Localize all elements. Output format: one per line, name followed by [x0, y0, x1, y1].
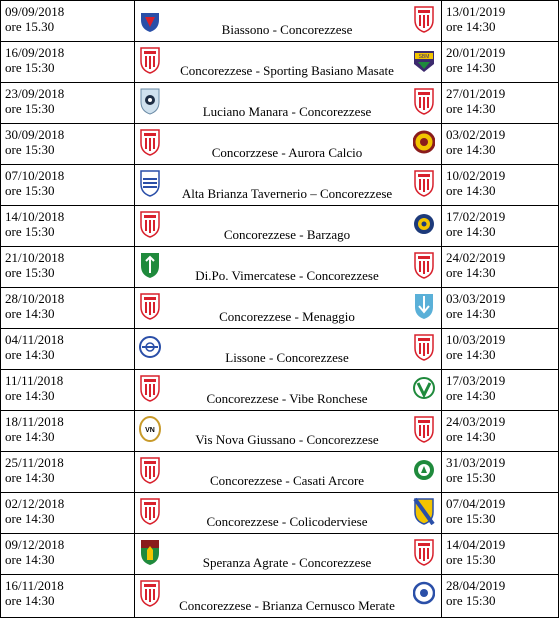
second-leg-date: 20/01/2019 [446, 45, 506, 60]
fixture-row [1, 206, 559, 247]
match-label: Biassono - Concorezzese [221, 22, 353, 37]
barzago-crest-icon [413, 210, 435, 238]
second-leg-cell [442, 534, 559, 575]
concorezzese-crest-icon [139, 210, 161, 238]
svg-text:VN: VN [145, 427, 155, 434]
match-label: Concorezzese - Casati Arcore [209, 473, 365, 488]
fixture-row [1, 83, 559, 124]
first-leg-cell [1, 165, 135, 206]
concorezzese-crest-icon [139, 497, 161, 525]
first-leg-date: 04/11/2018 [5, 332, 64, 347]
match-cell [135, 42, 442, 83]
match-cell [135, 370, 442, 411]
second-leg-time: ore 15:30 [446, 511, 496, 526]
first-leg-cell [1, 1, 135, 42]
match-label: Concorezzese - Colicoderviese [206, 514, 368, 529]
match-cell [135, 165, 442, 206]
second-leg-date: 17/03/2019 [446, 373, 506, 388]
match-cell [135, 247, 442, 288]
match-cell [135, 493, 442, 534]
fixture-row [1, 42, 559, 83]
first-leg-time: ore 15:30 [5, 183, 55, 198]
second-leg-time: ore 14:30 [446, 224, 496, 239]
second-leg-date: 07/04/2019 [446, 496, 506, 511]
fixture-row [1, 1, 559, 42]
fixture-row [1, 493, 559, 534]
concorezzese-crest-icon [139, 374, 161, 402]
match-cell [135, 329, 442, 370]
first-leg-date: 23/09/2018 [5, 86, 65, 101]
second-leg-date: 13/01/2019 [446, 4, 506, 19]
second-leg-date: 10/02/2019 [446, 168, 506, 183]
brianza-cernusco-merate-crest-icon [413, 579, 435, 607]
second-leg-time: ore 14:30 [446, 306, 496, 321]
first-leg-cell [1, 452, 135, 493]
alta-brianza-crest-icon [139, 169, 161, 197]
fixture-row [1, 452, 559, 493]
concorezzese-crest-icon [413, 5, 435, 33]
fixture-row [1, 575, 559, 618]
match-label: Concorezzese - Sporting Basiano Masate [180, 63, 394, 78]
fixture-row [1, 165, 559, 206]
match-cell [135, 575, 442, 618]
first-leg-date: 28/10/2018 [5, 291, 65, 306]
first-leg-date: 02/12/2018 [5, 496, 65, 511]
first-leg-date: 07/10/2018 [5, 168, 65, 183]
second-leg-cell [442, 124, 559, 165]
second-leg-date: 27/01/2019 [446, 86, 506, 101]
match-cell [135, 83, 442, 124]
second-leg-cell [442, 288, 559, 329]
second-leg-date: 10/03/2019 [446, 332, 506, 347]
match-label: Lissone - Concorezzese [225, 350, 349, 365]
match-cell [135, 452, 442, 493]
second-leg-cell [442, 206, 559, 247]
aurora-calcio-crest-icon [413, 128, 435, 156]
second-leg-cell [442, 1, 559, 42]
match-label: Concorezzese - Brianza Cernusco Merate [179, 598, 395, 613]
first-leg-date: 30/09/2018 [5, 127, 65, 142]
first-leg-cell [1, 575, 135, 618]
concorezzese-crest-icon [139, 456, 161, 484]
lissone-crest-icon [139, 333, 161, 361]
concorezzese-crest-icon [139, 579, 161, 607]
casati-arcore-crest-icon [413, 456, 435, 484]
first-leg-time: ore 15:30 [5, 142, 55, 157]
first-leg-cell [1, 493, 135, 534]
second-leg-date: 24/02/2019 [446, 250, 506, 265]
menaggio-crest-icon [413, 292, 435, 320]
first-leg-date: 14/10/2018 [5, 209, 65, 224]
fixture-row [1, 288, 559, 329]
first-leg-date: 16/09/2018 [5, 45, 65, 60]
second-leg-cell [442, 247, 559, 288]
biassono-crest-icon [139, 5, 161, 33]
second-leg-time: ore 14:30 [446, 19, 496, 34]
sporting-basiano-masate-crest-icon [413, 46, 435, 74]
match-label: Luciano Manara - Concorezzese [202, 104, 372, 119]
first-leg-date: 18/11/2018 [5, 414, 64, 429]
fixtures-body [1, 1, 559, 618]
match-cell [135, 206, 442, 247]
first-leg-cell [1, 411, 135, 452]
luciano-manara-crest-icon [139, 87, 161, 115]
first-leg-cell [1, 247, 135, 288]
concorezzese-crest-icon [139, 292, 161, 320]
fixture-row [1, 370, 559, 411]
second-leg-time: ore 14:30 [446, 60, 496, 75]
match-cell [135, 411, 442, 452]
second-leg-cell [442, 493, 559, 534]
second-leg-time: ore 14:30 [446, 429, 496, 444]
second-leg-time: ore 15:30 [446, 470, 496, 485]
first-leg-time: ore 14:30 [5, 388, 55, 403]
match-cell [135, 124, 442, 165]
second-leg-cell [442, 452, 559, 493]
fixture-row [1, 534, 559, 575]
second-leg-date: 03/03/2019 [446, 291, 506, 306]
first-leg-time: ore 15:30 [5, 60, 55, 75]
first-leg-time: ore 14:30 [5, 429, 55, 444]
second-leg-date: 17/02/2019 [446, 209, 506, 224]
second-leg-cell [442, 42, 559, 83]
second-leg-cell [442, 411, 559, 452]
match-label: Concorzzese - Aurora Calcio [211, 145, 363, 160]
first-leg-date: 09/12/2018 [5, 537, 65, 552]
match-label: Concorezzese - Menaggio [219, 309, 355, 324]
match-label: Vis Nova Giussano - Concorezzese [195, 432, 379, 447]
match-cell [135, 534, 442, 575]
first-leg-time: ore 15:30 [5, 224, 55, 239]
first-leg-cell [1, 370, 135, 411]
second-leg-time: ore 14:30 [446, 265, 496, 280]
match-label: Concorezzese - Barzago [223, 227, 351, 242]
second-leg-time: ore 14:30 [446, 347, 496, 362]
fixture-row [1, 124, 559, 165]
second-leg-cell [442, 83, 559, 124]
second-leg-time: ore 15:30 [446, 552, 496, 567]
fixture-row [1, 247, 559, 288]
first-leg-cell [1, 329, 135, 370]
second-leg-time: ore 14:30 [446, 183, 496, 198]
concorezzese-crest-icon [413, 169, 435, 197]
first-leg-date: 11/11/2018 [5, 373, 64, 388]
concorezzese-crest-icon [139, 46, 161, 74]
second-leg-cell [442, 165, 559, 206]
first-leg-date: 09/09/2018 [5, 4, 65, 19]
match-label: Di.Po. Vimercatese - Concorezzese [195, 268, 379, 283]
first-leg-cell [1, 288, 135, 329]
second-leg-time: ore 14:30 [446, 388, 496, 403]
concorezzese-crest-icon [413, 87, 435, 115]
second-leg-date: 24/03/2019 [446, 414, 506, 429]
concorezzese-crest-icon [139, 128, 161, 156]
first-leg-time: ore 15.30 [5, 19, 55, 34]
first-leg-time: ore 15:30 [5, 101, 55, 116]
first-leg-time: ore 15:30 [5, 265, 55, 280]
speranza-agrate-crest-icon [139, 538, 161, 566]
first-leg-cell [1, 83, 135, 124]
first-leg-date: 21/10/2018 [5, 250, 65, 265]
concorezzese-crest-icon [413, 251, 435, 279]
colicoderviese-crest-icon [413, 497, 435, 525]
vibe-ronchese-crest-icon [413, 374, 435, 402]
dipo-vimercatese-crest-icon [139, 251, 161, 279]
first-leg-time: ore 14:30 [5, 347, 55, 362]
fixture-row [1, 411, 559, 452]
first-leg-time: ore 14:30 [5, 470, 55, 485]
second-leg-cell [442, 370, 559, 411]
second-leg-date: 31/03/2019 [446, 455, 506, 470]
first-leg-time: ore 14:30 [5, 511, 55, 526]
match-cell [135, 1, 442, 42]
concorezzese-crest-icon [413, 538, 435, 566]
fixture-row [1, 329, 559, 370]
svg-text:SBM: SBM [418, 54, 430, 60]
first-leg-time: ore 14:30 [5, 306, 55, 321]
second-leg-time: ore 14:30 [446, 101, 496, 116]
first-leg-cell [1, 534, 135, 575]
concorezzese-crest-icon [413, 333, 435, 361]
first-leg-cell [1, 124, 135, 165]
first-leg-cell [1, 206, 135, 247]
match-label: Speranza Agrate - Concorezzese [202, 555, 372, 570]
first-leg-date: 16/11/2018 [5, 578, 64, 593]
first-leg-date: 25/11/2018 [5, 455, 64, 470]
second-leg-time: ore 14:30 [446, 142, 496, 157]
first-leg-time: ore 14:30 [5, 552, 55, 567]
second-leg-cell [442, 575, 559, 618]
match-cell [135, 288, 442, 329]
concorezzese-crest-icon [413, 415, 435, 443]
second-leg-date: 03/02/2019 [446, 127, 506, 142]
second-leg-date: 14/04/2019 [446, 537, 506, 552]
first-leg-time: ore 14:30 [5, 593, 55, 608]
match-label: Concorezzese - Vibe Ronchese [206, 391, 368, 406]
first-leg-cell [1, 42, 135, 83]
match-label: Alta Brianza Tavernerio – Concorezzese [181, 186, 393, 201]
second-leg-time: ore 15:30 [446, 593, 496, 608]
second-leg-cell [442, 329, 559, 370]
vis-nova-giussano-crest-icon [139, 415, 161, 443]
second-leg-date: 28/04/2019 [446, 578, 506, 593]
